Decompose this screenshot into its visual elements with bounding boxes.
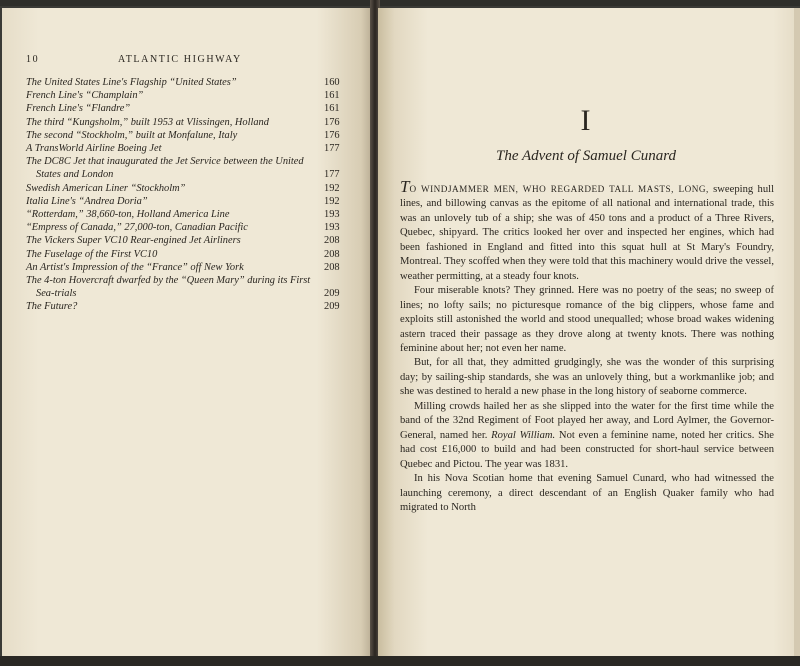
toc-entry-page: 177 [324, 169, 340, 181]
paragraph-1 [400, 177, 775, 284]
toc-entry-title: French Line's “Champlain” [26, 90, 144, 102]
toc-entry [26, 274, 352, 300]
toc-entry [26, 261, 352, 274]
toc-entry [26, 155, 352, 181]
toc-entry [26, 182, 352, 195]
paragraph-2: Four miserable knots? They grinned. Here was no poetry of the seas; no sweep of lines; no lofty sails; no picturesque romance of the big clippers, whose fame and exploits still astonished the world and stood unequalled; whose broad wakes widening astern traced their passage as they drove along at twenty knots. There was nothing feminine about her; not even her name. [400, 285, 774, 354]
chapter-body [400, 177, 775, 515]
toc-entry [26, 221, 352, 234]
toc-entry [26, 129, 352, 142]
toc-entry [26, 234, 352, 247]
toc-entry [26, 116, 352, 129]
toc-entry-title: An Artist's Impression of the “France” off New York [26, 261, 244, 273]
toc-entry [26, 248, 352, 261]
toc-entry-title: The third “Kungsholm,” built 1953 at Vlissingen, Holland [26, 116, 269, 128]
toc-entry-title: The second “Stockholm,” built at Monfalune, Italy [26, 129, 238, 141]
toc-entry-page: 192 [324, 195, 340, 207]
toc-entry-title: A TransWorld Airline Boeing Jet [26, 143, 162, 155]
toc-entry-page: 208 [324, 235, 340, 247]
toc-entry [26, 89, 352, 102]
chapter-title: The Advent of Samuel Cunard [496, 148, 676, 164]
toc-entry-page: 192 [324, 182, 340, 194]
toc-entry-page: 193 [324, 222, 340, 234]
paragraph-1-text: sweeping hull lines, and billowing canvas as the epitome of all national and international trade, this was an unlovely tub of a ship; she was of 450 tons and a product of a Three Rivers, Quebec, shipyard. The critics looked her over and inspected her engines, which had been fashioned in England and fitted into this squat hull at St Mary's Foundry, Montreal. They scoffed when they were told that this machinery would drive the vessel, weather permitting, at a steady four knots. [400, 184, 775, 282]
toc-entry [26, 208, 352, 221]
toc-entry-page: 176 [324, 129, 340, 141]
toc-entry-title: French Line's “Flandre” [26, 103, 131, 115]
paragraph-4 [400, 400, 774, 472]
toc-entry-page: 209 [324, 288, 340, 300]
paragraph-4-text-a: Milling crowds hailed her as she slipped into the water for the first time while the band of the 32nd Regiment of Foot played her away, and Lord Aylmer, the Governor-General, named her. [400, 400, 774, 441]
toc-entry-title: The Future? [26, 301, 78, 313]
opening-small-caps: O WINDJAMMER MEN, WHO REGARDED TALL MASTS, LONG, [409, 184, 709, 194]
paragraph-3: But, for all that, they admitted grudgingly, she was the wonder of this surprising day; by sailing-ship standards, she was an unlovely thing, but a workmanlike job; and she was destined to herald a new phase in the long history of seaborne commerce. [400, 357, 774, 398]
paragraph-5: In his Nova Scotian home that evening Samuel Cunard, who had witnessed the launching ceremony, a direct descendant of an English Quaker family who had migrated to North [400, 473, 774, 513]
paragraph-4-text-b: Not even a feminine name, noted her critics. She had cost £16,000 to build and had been constructed for short-haul service between Quebec and Pictou. The year was 1831. [400, 429, 774, 470]
toc-entry-page: 161 [324, 103, 340, 115]
running-head-title: ATLANTIC HIGHWAY [118, 54, 242, 65]
illustrations-list [26, 76, 352, 314]
toc-entry [26, 76, 352, 89]
toc-entry-title: The Fuselage of the First VC10 [26, 248, 158, 260]
toc-entry-page: 177 [324, 143, 340, 155]
toc-entry-title: The United States Line's Flagship “United States” [26, 77, 237, 88]
page-number: 10 [26, 54, 40, 65]
toc-entry [26, 102, 352, 115]
toc-entry-page: 193 [324, 209, 340, 221]
toc-entry-title: The DC8C Jet that inaugurated the Jet Service between the United States and London [26, 156, 304, 181]
toc-entry-title: “Empress of Canada,” 27,000-ton, Canadian Pacific [26, 222, 248, 234]
book-cover-edge [0, 656, 800, 666]
toc-entry-title: “Rotterdam,” 38,660-ton, Holland America Line [26, 209, 230, 221]
toc-entry-title: Swedish American Liner “Stockholm” [26, 182, 186, 194]
chapter-number: I [580, 104, 592, 137]
toc-entry [26, 300, 352, 313]
ship-name: Royal William. [491, 429, 556, 441]
toc-entry-title: The Vickers Super VC10 Rear-engined Jet Airliners [26, 235, 241, 247]
toc-entry-page: 176 [324, 116, 340, 128]
toc-entry-page: 160 [324, 77, 340, 88]
toc-entry-page: 161 [324, 90, 340, 102]
toc-entry [26, 142, 352, 155]
toc-entry-page: 209 [324, 301, 340, 313]
toc-entry [26, 195, 352, 208]
drop-cap: T [400, 177, 410, 196]
toc-entry-title: Italia Line's “Andrea Doria” [26, 195, 148, 207]
page-edge [794, 8, 800, 656]
toc-entry-page: 208 [324, 248, 340, 260]
toc-entry-page: 208 [324, 261, 340, 273]
toc-entry-title: The 4-ton Hovercraft dwarfed by the “Queen Mary” during its First Sea-trials [26, 275, 311, 300]
